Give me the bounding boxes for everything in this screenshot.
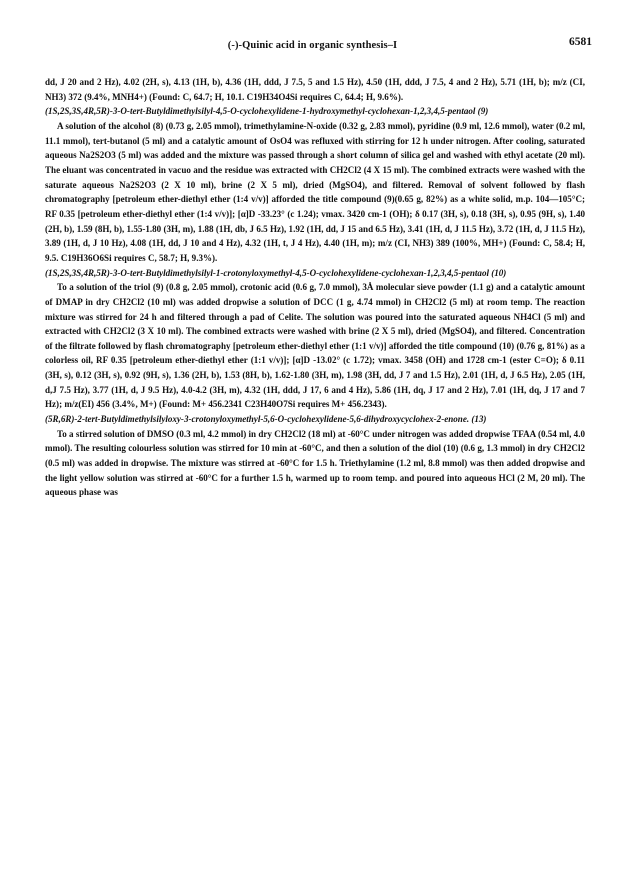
compound-heading-13: (5R,6R)-2-tert-Butyldimethylsilyloxy-3-crotonyloxymethyl-5,6-O-cyclohexylidene-5,6-dihydroxycyclohex-2-enone. (13) <box>45 414 487 425</box>
paragraph-compound-10: To a solution of the triol (9) (0.8 g, 2.05 mmol), crotonic acid (0.6 g, 7.0 mmol), 3Å molecular sieve powder (1.1 g) and a catalytic amount of DMAP in dry CH2Cl2 (10 ml) was added dropwise a solution of DCC (1 g, 4.74 mmol) in CH2Cl2 (5 ml) at room temp. The reaction mixture was stirred for 24 h and filtered through a pad of Celite. The solution was poured into the saturated aqueous NH4Cl (5 ml) and extracted with CH2Cl2 (3 X 10 ml). The combined extracts were washed with brine (2 X 5 ml), dried (MgSO4), and filtered. Concentration of the filtrate followed by flash chromatography [petroleum ether-diethyl ether (1:1 v/v)] afforded the title compound (10) (0.76 g, 81%) as a colorless oil, RF 0.35 [petroleum ether-diethyl ether (1:1 v/v)]; [α]D -13.02° (c 1.72); vmax. 3458 (OH) and 1728 cm-1 (ester C=O); δ 0.11 (3H, s), 0.12 (3H, s), 0.92 (9H, s), 1.36 (2H, b), 1.53 (8H, b), 1.62-1.80 (3H, m), 1.98 (3H, dd, J 7 and 1.5 Hz), 2.01 (1H, d, J 6.5 Hz), 2.05 (1H, d,J 7.5 Hz), 3.77 (1H, d, J 9.5 Hz), 4.0-4.2 (3H, m), 4.32 (1H, ddd, J 17, 6 and 4 Hz), 5.86 (1H, dq, J 17 and 2 Hz), 7.01 (1H, dq, J 17 and 7 Hz); m/z(EI) 456 (3.4%, M+) (Found: M+ 456.2341 C23H40O7Si requires M+ 456.2343). <box>45 282 585 410</box>
running-title: (-)-Quinic acid in organic synthesis–I <box>227 40 398 51</box>
paragraph-compound-13: To a stirred solution of DMSO (0.3 ml, 4.2 mmol) in dry CH2Cl2 (18 ml) at -60°C under nitrogen was added dropwise TFAA (0.54 ml, 4.0 mmol). The resulting colourless solution was stirred for 10 min at -60°C, and then a solution of the diol (10) (0.6 g, 1.3 mmol) in dry CH2Cl2 (0.5 ml) was added in dropwise. The mixture was stirred at -60°C for 1.5 h. Triethylamine (1.2 ml, 8.8 mmol) was then added dropwise and the light yellow solution was stirred at -60°C for a further 1.5 h, warmed up to room temp. and poured into aqueous HCl (2 M, 20 ml). The aqueous phase was <box>45 428 585 498</box>
paragraph-continuation: dd, J 20 and 2 Hz), 4.02 (2H, s), 4.13 (1H, b), 4.36 (1H, ddd, J 7.5, 5 and 1.5 Hz), 4.50 (1H, ddd, J 7.5, 4 and 2 Hz), 5.71 (1H, b); m/z (CI, NH3) 372 (9.4%, MNH4+) (Found: C, 64.7; H, 10.1. C19H34O4Si requires C, 64.4; H, 9.6%). <box>45 77 585 102</box>
paragraph-compound-9: A solution of the alcohol (8) (0.73 g, 2.05 mmol), trimethylamine-N-oxide (0.32 g, 2.83 mmol), pyridine (0.9 ml, 12.6 mmol), water (0.2 ml, 11.1 mmol), tert-butanol (5 ml) and a catalytic amount of OsO4 was refluxed with stirring for 12 h under nitrogen. After cooling, saturated aqueous Na2S2O3 (5 ml) was added and the mixture was passed through a short column of silica gel and washed with ethyl acetate (20 ml). The eluant was concentrated in vacuo and the residue was extracted with CH2Cl2 (4 X 15 ml). The combined extracts were washed with the saturate aqueous Na2S2O3 (2 X 10 ml), brine (2 X 5 ml), dried (MgSO4), and filtered. Removal of solvent followed by flash chromatography [petroleum ether-diethyl ether (1:4 v/v)] afforded the title compound (9)(0.65 g, 82%) as a white solid, m.p. 104—105°C; RF 0.35 [petroleum ether-diethyl ether (1:4 v/v)]; [α]D -33.23° (c 1.24); vmax. 3420 cm-1 (OH); δ 0.17 (3H, s), 0.18 (3H, s), 0.95 (9H, s), 1.40 (2H, b), 1.59 (8H, b), 1.55-1.80 (3H, m), 1.88 (1H, db, J 6.5 Hz), 1.92 (1H, dd, J 15 and 6.5 Hz), 3.41 (1H, d, J 11.5 Hz), 3.72 (1H, d, J 11.5 Hz), 3.89 (1H, d, J 10 Hz), 4.08 (1H, dd, J 10 and 4 Hz), 4.32 (1H, t, J 4 Hz), 4.40 (1H, m); m/z (CI, NH3) 389 (100%, MH+) (Found: C, 58.4; H, 9.5. C19H36O6Si requires C, 58.7; H, 9.3%). <box>45 120 585 263</box>
article-body <box>45 75 585 500</box>
compound-heading-9: (1S,2S,3S,4R,5R)-3-O-tert-Butyldimethylsilyl-4,5-O-cyclohexylidene-1-hydroxymethyl-cyclohexan-1,2,3,4,5-pentaol (9) <box>45 106 489 117</box>
compound-heading-10: (1S,2S,3S,4R,5R)-3-O-tert-Butyldimethylsilyl-1-crotonyloxymethyl-4,5-O-cyclohexylidene-cyclohexan-1,2,3,4,5-pentaol (10) <box>45 267 507 278</box>
page-number: 6581 <box>569 36 592 48</box>
